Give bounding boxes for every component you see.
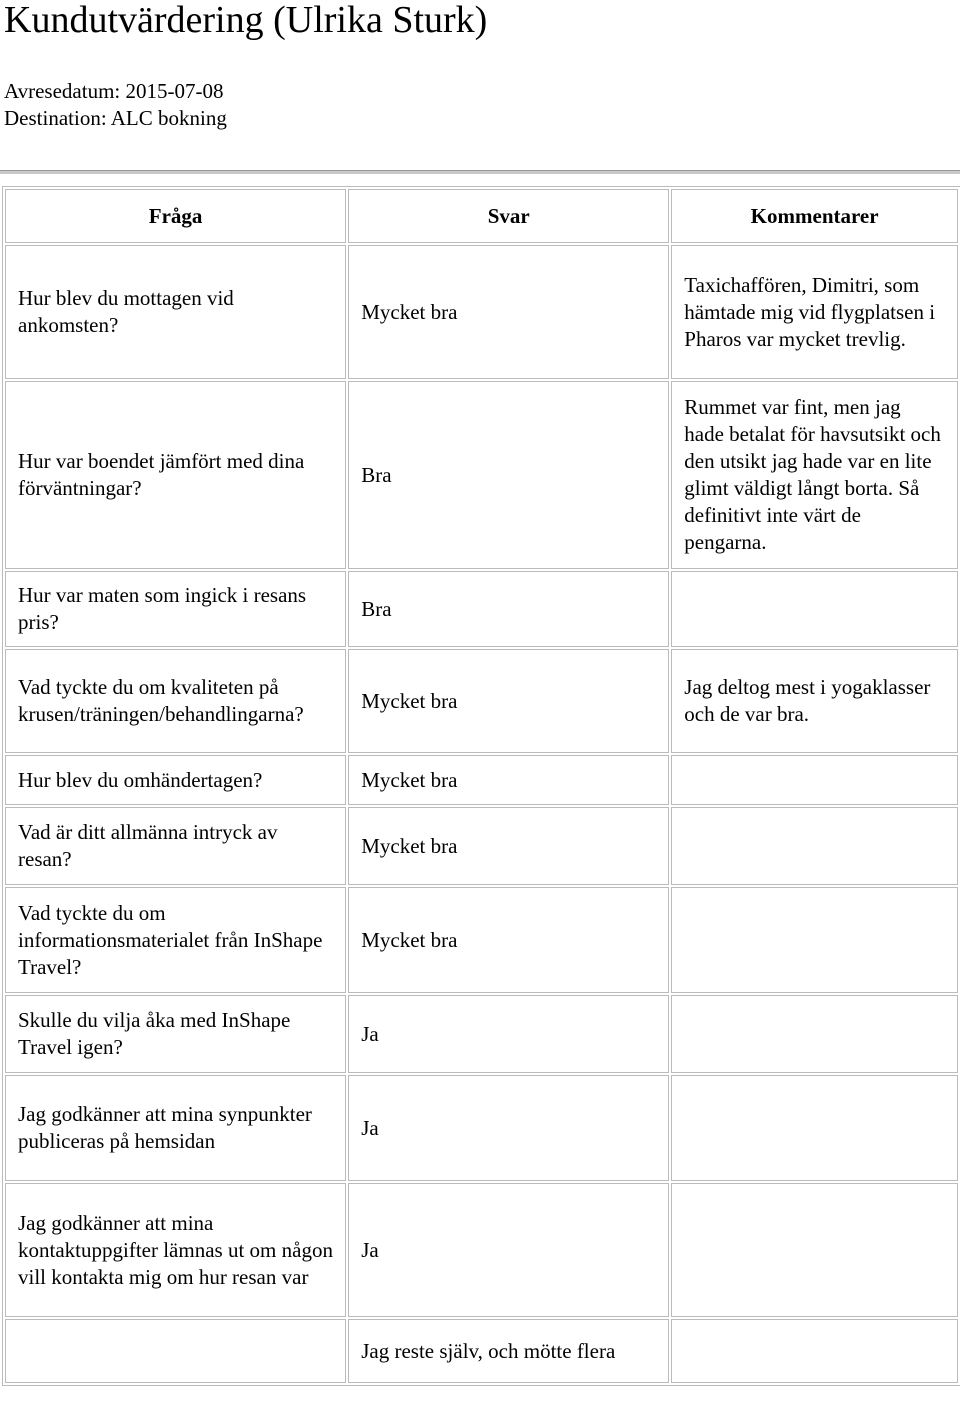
answer-cell: Mycket bra [348,807,669,885]
table-row [5,245,958,379]
page-title: Kundutvärdering (Ulrika Sturk) [4,0,488,41]
answer-cell: Jag reste själv, och mötte flera [348,1319,669,1383]
question-cell: Vad tyckte du om kvaliteten på krusen/träningen/behandlingarna? [5,649,346,753]
column-header-answer: Svar [348,189,669,243]
comment-cell [671,995,958,1073]
comment-cell [671,807,958,885]
header-row [5,189,958,243]
answer-cell: Ja [348,995,669,1073]
question-cell: Hur var maten som ingick i resans pris? [5,571,346,647]
table-row [5,807,958,885]
question-cell [5,1319,346,1383]
answer-cell: Mycket bra [348,887,669,993]
table-row [5,887,958,993]
question-cell: Hur var boendet jämfört med dina förväntningar? [5,381,346,569]
table-row [5,381,958,569]
comment-cell: Rummet var fint, men jag hade betalat för havsutsikt och den utsikt jag hade var en lite glimt väldigt långt borta. Så definitivt inte värt de pengarna. [671,381,958,569]
table-row [5,649,958,753]
question-cell: Jag godkänner att mina kontaktuppgifter lämnas ut om någon vill kontakta mig om hur resan var [5,1183,346,1317]
comment-cell [671,1319,958,1383]
column-header-question: Fråga [5,189,346,243]
survey-table [2,186,960,1386]
answer-cell: Mycket bra [348,245,669,379]
horizontal-rule [0,170,960,174]
answer-cell: Ja [348,1075,669,1181]
answer-cell: Bra [348,571,669,647]
table-row [5,995,958,1073]
destination: Destination: ALC bokning [4,106,227,130]
table-row [5,1075,958,1181]
table-row [5,1319,958,1383]
comment-cell: Taxichaffören, Dimitri, som hämtade mig vid flygplatsen i Pharos var mycket trevlig. [671,245,958,379]
question-cell: Hur blev du omhändertagen? [5,755,346,805]
question-cell: Skulle du vilja åka med InShape Travel igen? [5,995,346,1073]
trip-info [4,78,227,132]
question-cell: Vad är ditt allmänna intryck av resan? [5,807,346,885]
departure-date: Avresedatum: 2015-07-08 [4,79,224,103]
comment-cell [671,755,958,805]
table-row [5,1183,958,1317]
question-cell: Jag godkänner att mina synpunkter publiceras på hemsidan [5,1075,346,1181]
comment-cell [671,1183,958,1317]
question-cell: Hur blev du mottagen vid ankomsten? [5,245,346,379]
column-header-comments: Kommentarer [671,189,958,243]
answer-cell: Mycket bra [348,755,669,805]
comment-cell [671,571,958,647]
comment-cell: Jag deltog mest i yogaklasser och de var bra. [671,649,958,753]
comment-cell [671,887,958,993]
comment-cell [671,1075,958,1181]
answer-cell: Bra [348,381,669,569]
answer-cell: Mycket bra [348,649,669,753]
question-cell: Vad tyckte du om informationsmaterialet från InShape Travel? [5,887,346,993]
table-row [5,571,958,647]
answer-cell: Ja [348,1183,669,1317]
table-row [5,755,958,805]
